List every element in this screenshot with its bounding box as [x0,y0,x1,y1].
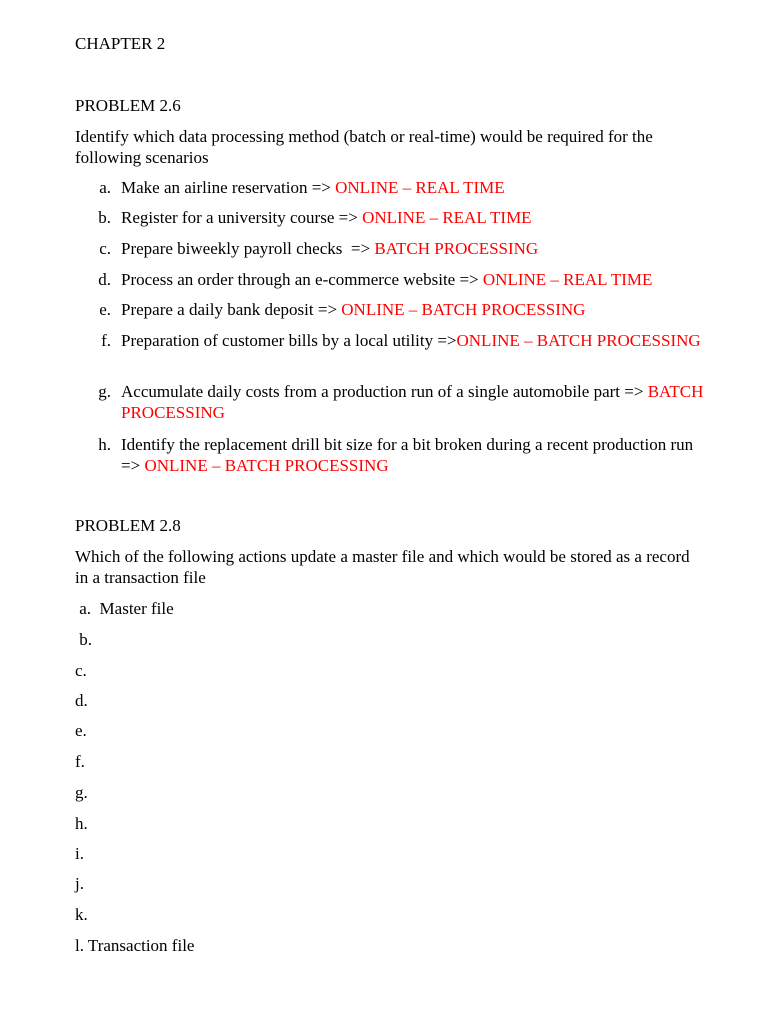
item-question: Make an airline reservation => [121,178,336,197]
list-item: h. [75,814,88,833]
item-answer: ONLINE – BATCH PROCESSING [456,331,701,350]
item-question: Identify the replacement drill bit size for a bit broken during a recent production run => [121,435,694,475]
item-answer: ONLINE – REAL TIME [482,270,653,289]
list-item: c. [75,661,87,680]
item-label: e. [99,300,111,319]
list-item: e. [75,721,87,740]
item-text [121,330,715,351]
item-text [121,207,715,228]
item-question: Register for a university course => [121,208,363,227]
item-text [121,269,715,290]
list-item: b. [75,630,92,649]
item-answer: ONLINE – BATCH PROCESSING [341,300,586,319]
item-answer: ONLINE – REAL TIME [335,178,505,197]
item-label: d. [98,270,111,289]
list-item: g. [75,783,88,802]
item-question: Prepare a daily bank deposit => [121,300,342,319]
item-answer: BATCH PROCESSING [121,382,704,422]
item-label: f. [101,331,111,350]
list-item: f. [75,752,85,771]
list-item: k. [75,905,88,924]
item-label: a. [99,178,111,197]
item-answer: ONLINE – REAL TIME [362,208,532,227]
item-text [121,177,715,198]
item-text [121,434,715,476]
item-text [121,238,715,259]
list-item: d. [75,691,88,710]
item-text [121,299,715,320]
list-item: j. [75,874,84,893]
problem-2-8-title: PROBLEM 2.8 [75,516,181,535]
problem-2-6-intro: Identify which data processing method (batch or real-time) would be required for the following scenarios [75,127,653,167]
item-question: Prepare biweekly payroll checks => [121,239,375,258]
problem-2-6-title: PROBLEM 2.6 [75,96,181,115]
item-question: Accumulate daily costs from a production run of a single automobile part => [121,382,648,401]
problem-2-8-intro: Which of the following actions update a master file and which would be stored as a record in a transaction file [75,547,690,587]
item-text [121,381,715,423]
item-label: h. [98,435,111,454]
list-item: i. [75,844,84,863]
item-label: g. [98,382,111,401]
item-answer: BATCH PROCESSING [374,239,539,258]
item-label: b. [98,208,111,227]
item-label: c. [99,239,111,258]
item-question: Process an order through an e-commerce website => [121,270,483,289]
chapter-heading: CHAPTER 2 [75,34,166,53]
item-question: Preparation of customer bills by a local utility => [121,331,457,350]
list-item: l. Transaction file [75,936,195,955]
item-answer: ONLINE – BATCH PROCESSING [144,456,389,475]
list-item: a. Master file [75,599,174,618]
